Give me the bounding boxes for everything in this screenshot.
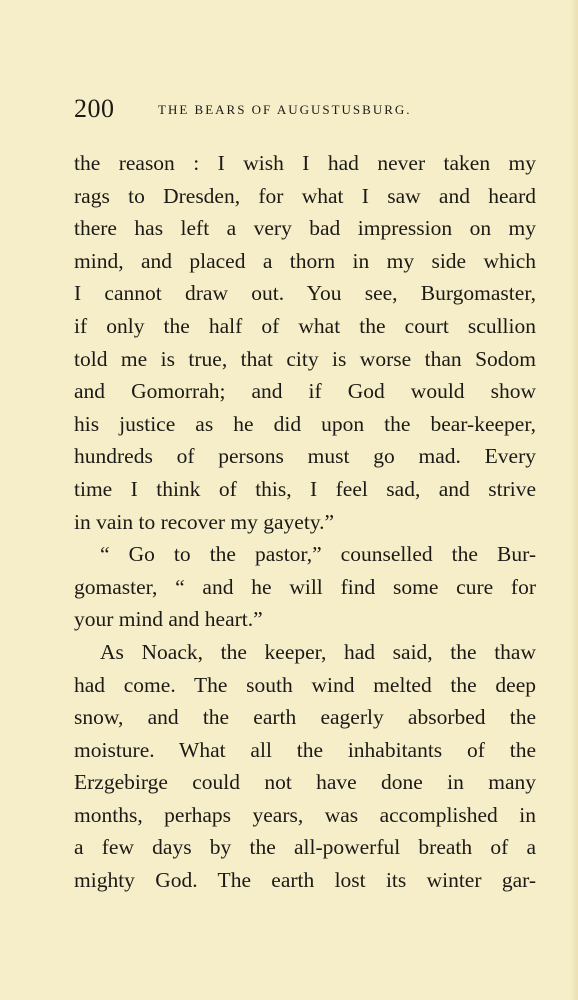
- running-title: THE BEARS OF AUGUSTUSBURG.: [158, 102, 412, 117]
- text-line: your mind and heart.”: [74, 607, 263, 632]
- text-line: As Noack, the keeper, had said, the thaw: [100, 639, 536, 664]
- text-line: told me is true, that city is worse than Sodom: [74, 346, 536, 371]
- text-line: months, perhaps years, was accomplished in: [74, 802, 536, 827]
- text-line: there has left a very bad impression on my: [74, 216, 536, 241]
- text-line: Erzgebirge could not have done in many: [74, 770, 536, 795]
- text-line: “ Go to the pastor,” counselled the Bur-: [100, 542, 536, 567]
- text-line: rags to Dresden, for what I saw and heard: [74, 183, 536, 208]
- text-line: mighty God. The earth lost its winter gar-: [74, 868, 536, 893]
- text-line: if only the half of what the court scullion: [74, 313, 536, 338]
- text-line: time I think of this, I feel sad, and strive: [74, 476, 536, 501]
- page-number: 200: [74, 94, 115, 123]
- body-text: [74, 147, 536, 897]
- text-line: had come. The south wind melted the deep: [74, 672, 536, 697]
- text-line: snow, and the earth eagerly absorbed the: [74, 705, 536, 730]
- text-line: I cannot draw out. You see, Burgomaster,: [74, 281, 536, 306]
- text-line: in vain to recover my gayety.”: [74, 509, 335, 534]
- text-line: hundreds of persons must go mad. Every: [74, 444, 536, 469]
- text-line: mind, and placed a thorn in my side which: [74, 248, 536, 273]
- text-line: a few days by the all-powerful breath of a: [74, 835, 536, 860]
- text-line: and Gomorrah; and if God would show: [74, 379, 536, 404]
- text-line: his justice as he did upon the bear-keeper,: [74, 411, 536, 436]
- text-line: moisture. What all the inhabitants of the: [74, 737, 536, 762]
- text-line: the reason : I wish I had never taken my: [74, 151, 536, 175]
- page-edge: [570, 0, 578, 1000]
- text-line: gomaster, “ and he will find some cure for: [74, 574, 536, 599]
